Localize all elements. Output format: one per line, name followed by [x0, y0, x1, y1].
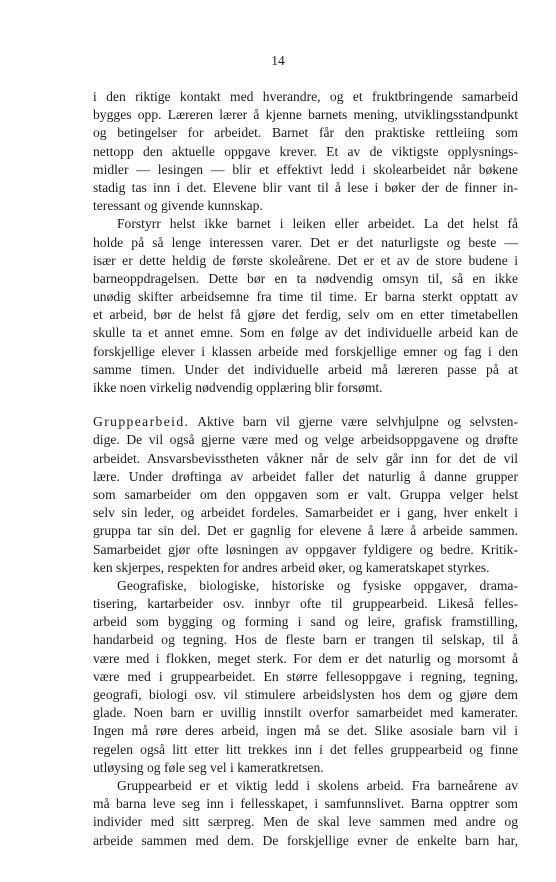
text-line: handarbeid og tegning. Hos de fleste barn er trangen til selskap, til å [93, 632, 518, 648]
text-line: et arbeid, bør de helst få gjøre det ferdig, selv om en etter timetabellen [93, 307, 518, 323]
text-line: arbeid som bygging og forming i sand og leire, grafisk framstilling, [93, 614, 518, 630]
heading-line-text: Aktive barn vil gjerne være selvhjulpne og selvsten- [189, 414, 518, 430]
text-line: Ingen må røre deres arbeid, ingen må se det. Slike asosiale barn vil i [93, 723, 518, 739]
text-line: Gruppearbeid er et viktig ledd i skolens arbeid. Fra barneårene av [117, 777, 518, 793]
text-line: tisering, kartarbeider osv. innbyr ofte til gruppearbeid. Likeså felles- [93, 596, 518, 612]
text-line: nettopp den aktuelle oppgave krever. Et av de viktigste opplysnings- [93, 143, 518, 159]
section-gap [93, 397, 518, 413]
text-line: og betingelser for arbeidet. Barnet får den praktiske rettleiing som [93, 125, 518, 141]
text-line: forskjellige elever i klassen arbeide med forskjellige emner og fag i den [93, 343, 518, 359]
paragraph-gruppearbeid [93, 413, 518, 577]
text-line: i den riktige kontakt med hverandre, og et fruktbringende samarbeid [93, 89, 518, 104]
text-line: Geografiske, biologiske, historiske og fysiske oppgaver, drama- [117, 577, 518, 593]
paragraph-1 [93, 88, 518, 215]
text-line: ken skjerpes, respekten for andres arbeid øker, og kameratskapet styrkes. [93, 559, 490, 575]
text-line: dige. De vil også gjerne være med og velge arbeidsoppgavene og drøfte [93, 432, 518, 448]
paragraph-5 [93, 777, 518, 850]
text-line: glade. Noen barn er uvillig innstilt overfor samarbeidet med kamerater. [93, 705, 518, 721]
text-line: unødig skifter arbeidsemne fra time til time. Er barna sterkt opptatt av [93, 289, 518, 305]
text-line: utløysing og føle seg vel i kameratkretsen. [93, 759, 324, 775]
page-number: 14 [271, 53, 285, 68]
text-line: som samarbeider om den oppgaven som er valt. Gruppa velger helst [93, 486, 518, 502]
text-line: arbeide sammen med dem. De forskjellige evner de enkelte barn har, [93, 832, 518, 848]
text-line: være med i gruppearbeidet. En større fellesoppgave i regning, tegning, [93, 668, 518, 684]
text-line: være med i flokken, meget sterk. For dem er det naturlig og morsomt å [93, 650, 518, 666]
text-line: lære. Under drøftinga av arbeidet faller det naturlig å danne grupper [93, 468, 518, 484]
section-heading: Gruppearbeid. [93, 414, 190, 430]
text-line: ikke noen virkelig nødvendig opplæring blir forsømt. [93, 380, 383, 395]
text-line: samme timen. Under det individuelle arbeid må læreren passe på at [93, 361, 518, 377]
text-line: individer med sitt særpreg. Men de skal leve sammen med andre og [93, 814, 518, 830]
text-line: gruppa tar sin del. Det er gagnlig for elevene å lære å arbeide sammen. [93, 523, 518, 539]
text-line: Samarbeidet gjør ofte løsningen av oppgaver fyldigere og bedre. Kritik- [93, 541, 518, 557]
text-line: barneoppdragelsen. Dette bør en ta nødvendig omsyn til, så en ikke [93, 270, 518, 286]
text-line: stadig tas inn i det. Elevene blir vant til å lese i bøker der de finner in- [93, 179, 518, 195]
text-line: arbeidet. Ansvarsbevisstheten våkner når de selv går inn for det de vil [93, 450, 518, 466]
body-text [93, 88, 518, 850]
text-line: må barna leve seg inn i fellesskapet, i samfunnslivet. Barna opptrer som [93, 796, 518, 812]
text-line [93, 413, 518, 431]
text-line: teressant og givende kunnskap. [93, 198, 263, 214]
text-line: geografi, biologi osv. vil stimulere arbeidslysten hos dem og gjøre dem [93, 687, 518, 702]
text-line: selv sin leder, og arbeidet fordeles. Samarbeidet er i gang, hver enkelt i [93, 505, 518, 521]
text-line: Forstyrr helst ikke barnet i leiken eller arbeidet. La det helst få [117, 216, 518, 232]
text-line: regelen også litt etter litt trekkes inn i det felles gruppearbeid og finne [93, 741, 518, 757]
text-line: skulle ta et annet emne. Som en følge av det individuelle arbeid kan de [93, 325, 518, 341]
text-line: midler — lesingen — blir et effektivt ledd i skolearbeidet når bøkene [93, 161, 518, 177]
text-line: holde på så lenge interessen varer. Det er det naturligste og beste — [93, 234, 518, 250]
paragraph-2 [93, 215, 518, 397]
text-line: bygges opp. Læreren lærer å kjenne barnets mening, utviklingsstandpunkt [93, 107, 518, 123]
text-line: især er dette heldig de første skoleårene. Det er et av de store budene i [93, 252, 518, 268]
paragraph-4 [93, 577, 518, 777]
